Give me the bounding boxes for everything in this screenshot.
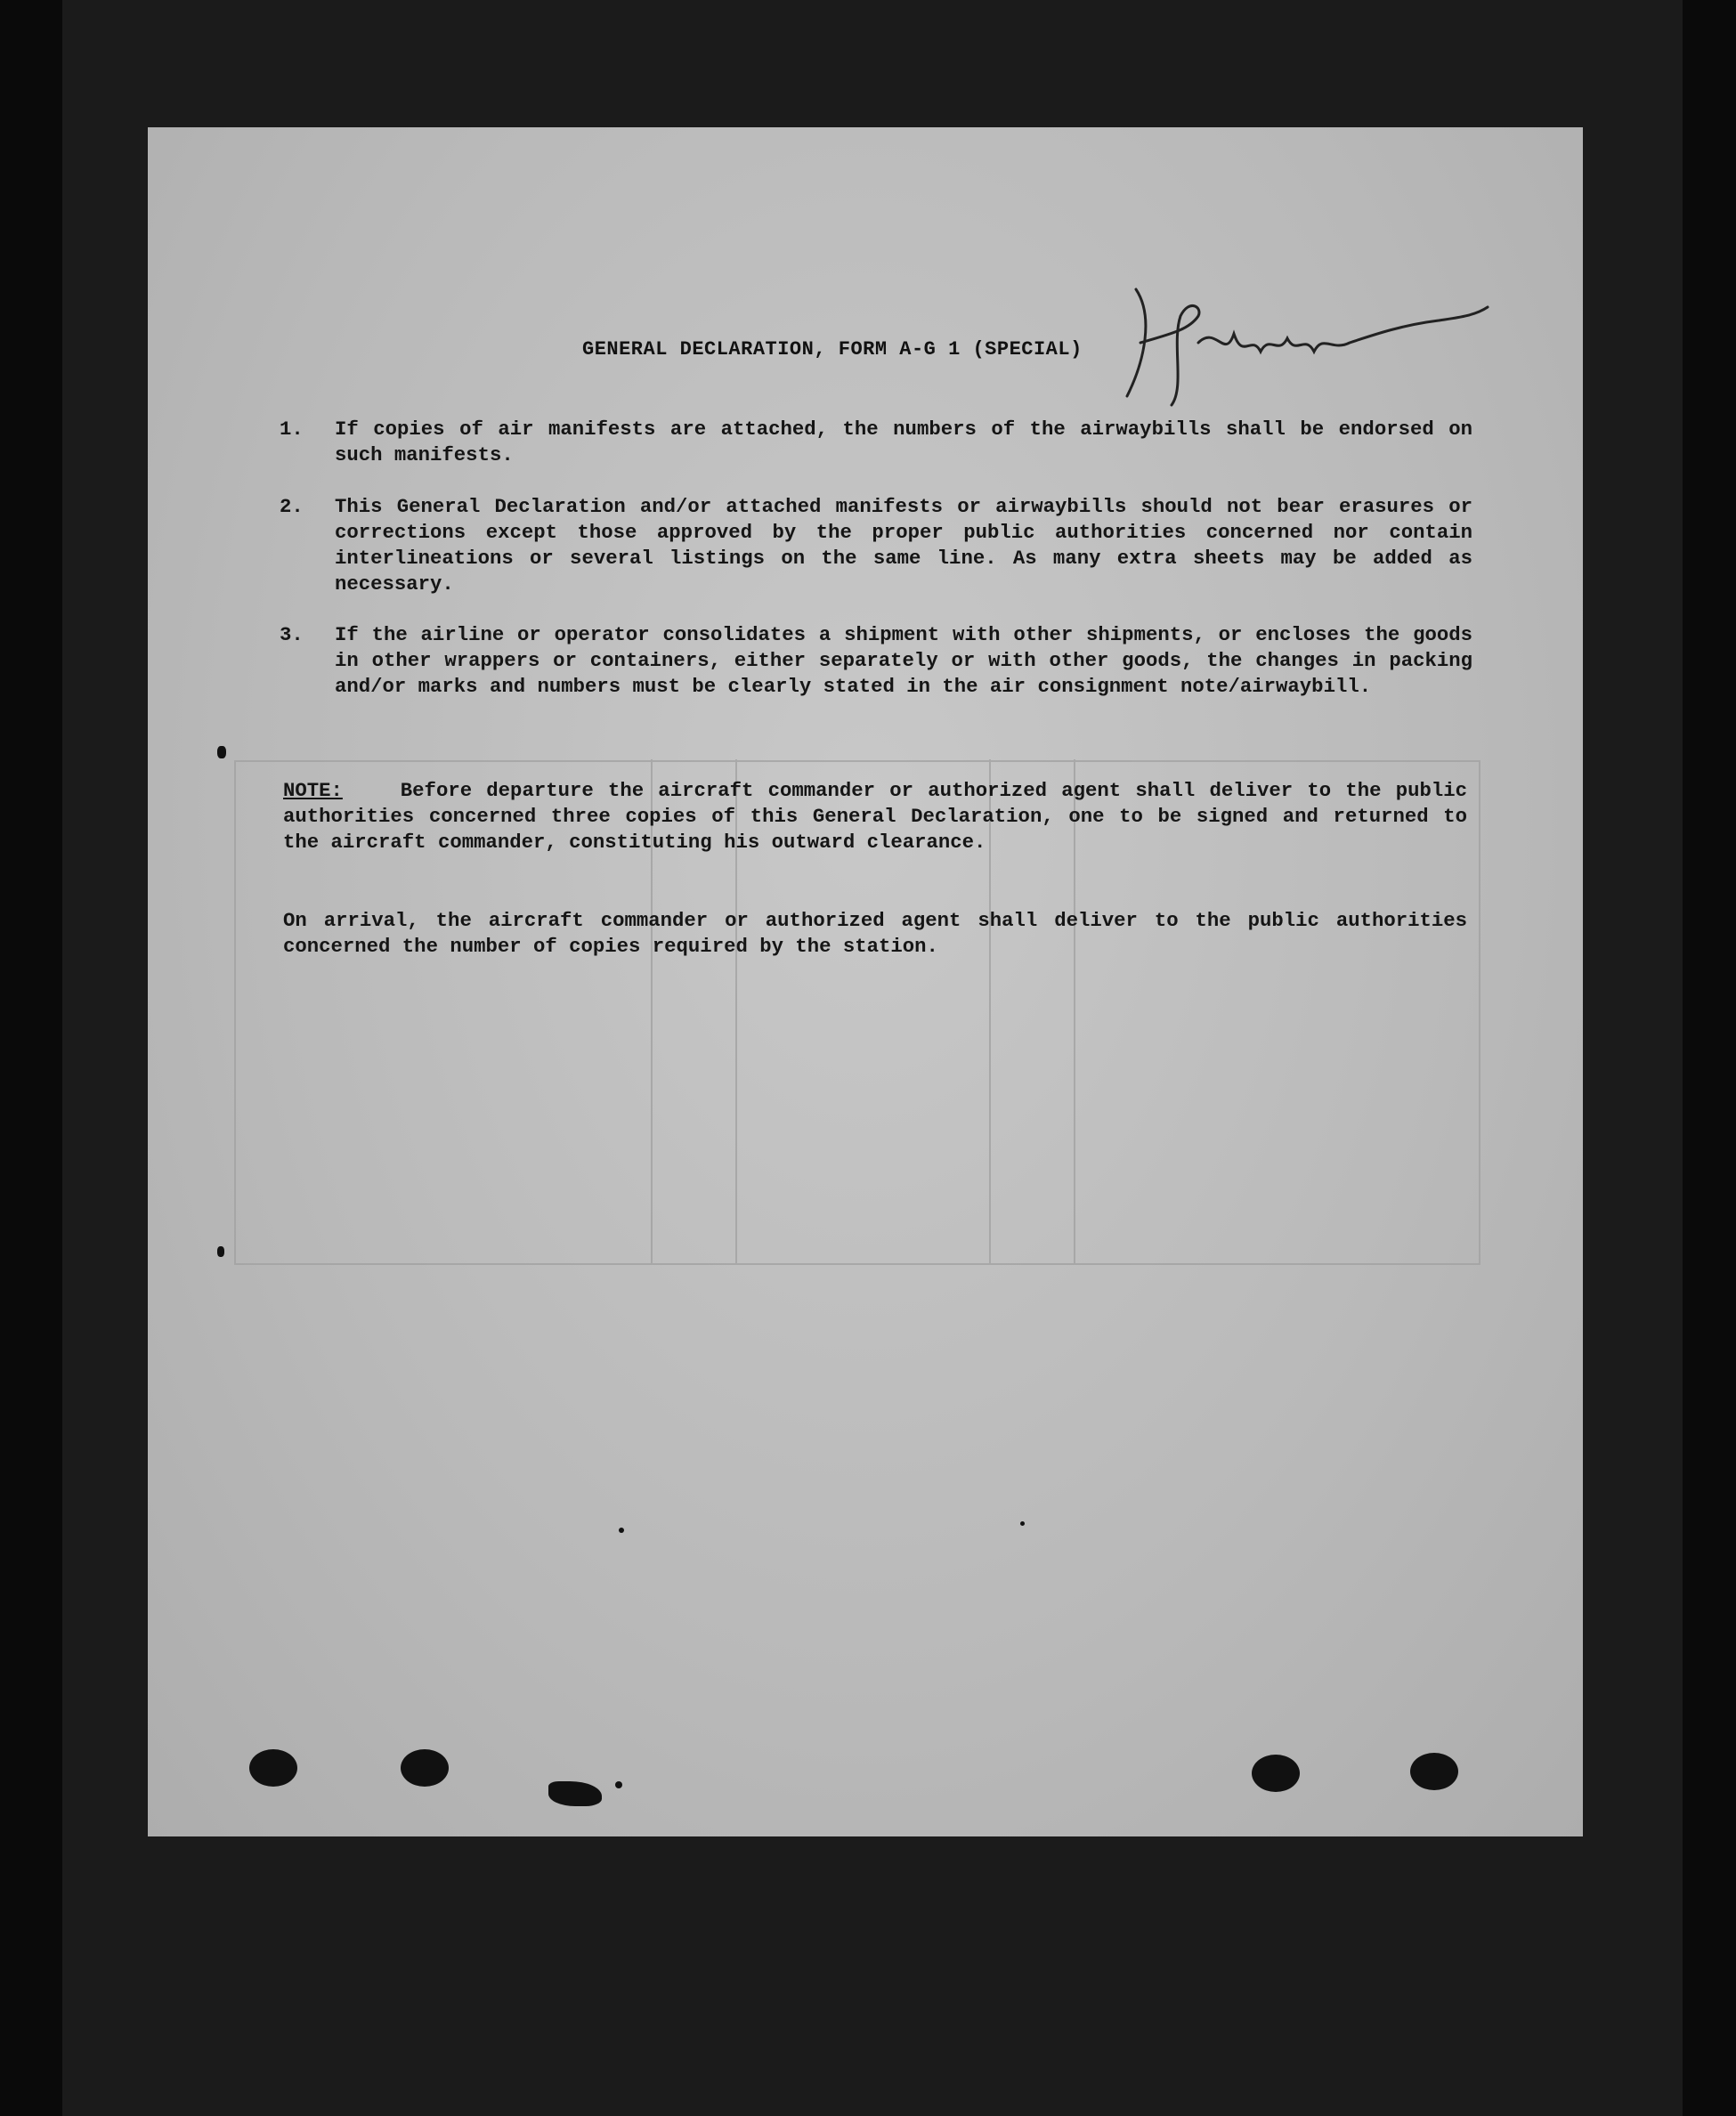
bleed-through-heading: [486, 1623, 497, 1665]
note-label: NOTE:: [283, 779, 343, 802]
speck: [217, 1246, 224, 1257]
item-number: 3.: [280, 623, 304, 646]
instruction-item-2: [280, 494, 1472, 597]
film-border-right: [1683, 0, 1736, 2116]
punch-hole: [401, 1749, 449, 1787]
item-text: If the airline or operator consolidates a shipment with other shipments, or encloses the goods in other wrappers or containers, either separately or with other goods, the changes in packing and/or marks and numbers must be clearly stated in the air consignment note/airwaybill.: [335, 623, 1472, 698]
speck: [1020, 1521, 1025, 1526]
item-number: 2.: [280, 495, 304, 518]
instruction-item-3: [280, 622, 1472, 700]
punch-hole: [1252, 1755, 1300, 1792]
item-text: If copies of air manifests are attached, the numbers of the airwaybills shall be endorsed on such manifests.: [335, 418, 1472, 466]
speck: [615, 1781, 622, 1788]
tear-mark: [548, 1781, 602, 1806]
page-title: GENERAL DECLARATION, FORM A-G 1 (SPECIAL): [582, 338, 1083, 361]
film-border-left: [0, 0, 62, 2116]
note-paragraph: [283, 778, 1467, 855]
item-text: This General Declaration and/or attached manifests or airwaybills should not bear erasures or corrections except those approved by the proper public authorities concerned nor contain interlineations or several listings on the same line. As many extra sheets may be added as necessary.: [335, 495, 1472, 596]
document-sheet: [148, 127, 1583, 1836]
punch-hole: [1410, 1753, 1458, 1790]
note-text: Before departure the aircraft commander or authorized agent shall deliver to the public authorities concerned three copies of this General Declaration, one to be signed and returned to the aircraft commander, constituting his outward clearance.: [283, 779, 1467, 854]
speck: [619, 1528, 624, 1533]
arrival-paragraph: On arrival, the aircraft commander or authorized agent shall deliver to the public authorities concerned the number of copies required by the station.: [283, 909, 1467, 958]
speck: [217, 746, 226, 758]
item-number: 1.: [280, 418, 304, 441]
handwritten-signature: [1118, 280, 1492, 414]
instruction-item-1: [280, 417, 1472, 468]
punch-hole: [249, 1749, 297, 1787]
